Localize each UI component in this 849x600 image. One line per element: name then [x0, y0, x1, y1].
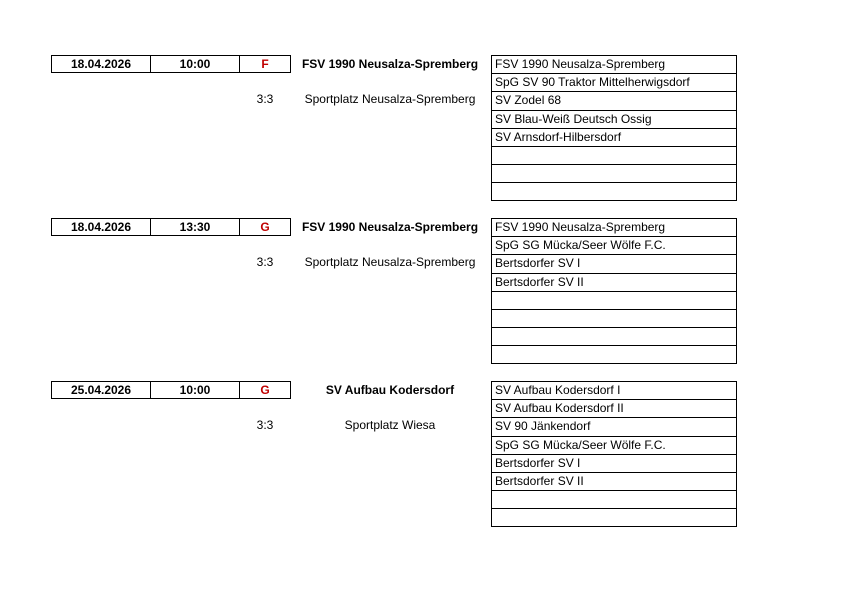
team-cell: SV Arnsdorf-Hilbersdorf [491, 128, 737, 146]
team-cell: FSV 1990 Neusalza-Spremberg [491, 218, 737, 236]
team-cell: SpG SG Mücka/Seer Wölfe F.C. [491, 236, 737, 254]
team-cell [491, 327, 737, 345]
team-cell [491, 182, 737, 201]
match-venue: Sportplatz Neusalza-Spremberg [304, 255, 476, 269]
team-cell: Bertsdorfer SV I [491, 254, 737, 272]
match-mode: 3:3 [256, 255, 274, 269]
team-cell: SV Zodel 68 [491, 91, 737, 109]
team-cell [491, 164, 737, 182]
match-time: 10:00 [150, 381, 240, 399]
match-group: G [239, 218, 291, 236]
match-host: SV Aufbau Kodersdorf [325, 383, 455, 397]
match-time: 10:00 [150, 55, 240, 73]
match-venue: Sportplatz Neusalza-Spremberg [304, 92, 476, 106]
team-cell [491, 291, 737, 309]
team-cell: Bertsdorfer SV II [491, 472, 737, 490]
team-cell [491, 345, 737, 364]
match-date: 18.04.2026 [51, 55, 151, 73]
team-cell: SV Aufbau Kodersdorf II [491, 399, 737, 417]
match-group: F [239, 55, 291, 73]
team-cell: SV 90 Jänkendorf [491, 417, 737, 435]
team-list [491, 381, 737, 527]
team-cell: Bertsdorfer SV I [491, 454, 737, 472]
team-cell: FSV 1990 Neusalza-Spremberg [491, 55, 737, 73]
match-date: 18.04.2026 [51, 218, 151, 236]
team-cell [491, 490, 737, 508]
match-host: FSV 1990 Neusalza-Spremberg [301, 57, 479, 71]
team-cell: SV Blau-Weiß Deutsch Ossig [491, 110, 737, 128]
team-cell: SV Aufbau Kodersdorf I [491, 381, 737, 399]
team-cell: SpG SG Mücka/Seer Wölfe F.C. [491, 436, 737, 454]
team-cell [491, 508, 737, 527]
team-cell: SpG SV 90 Traktor Mittelherwigsdorf [491, 73, 737, 91]
team-cell [491, 309, 737, 327]
match-mode: 3:3 [256, 92, 274, 106]
match-host: FSV 1990 Neusalza-Spremberg [301, 220, 479, 234]
team-cell: Bertsdorfer SV II [491, 273, 737, 291]
match-date: 25.04.2026 [51, 381, 151, 399]
team-cell [491, 146, 737, 164]
team-list [491, 55, 737, 201]
match-time: 13:30 [150, 218, 240, 236]
match-venue: Sportplatz Wiesa [344, 418, 436, 432]
match-mode: 3:3 [256, 418, 274, 432]
team-list [491, 218, 737, 364]
match-group: G [239, 381, 291, 399]
